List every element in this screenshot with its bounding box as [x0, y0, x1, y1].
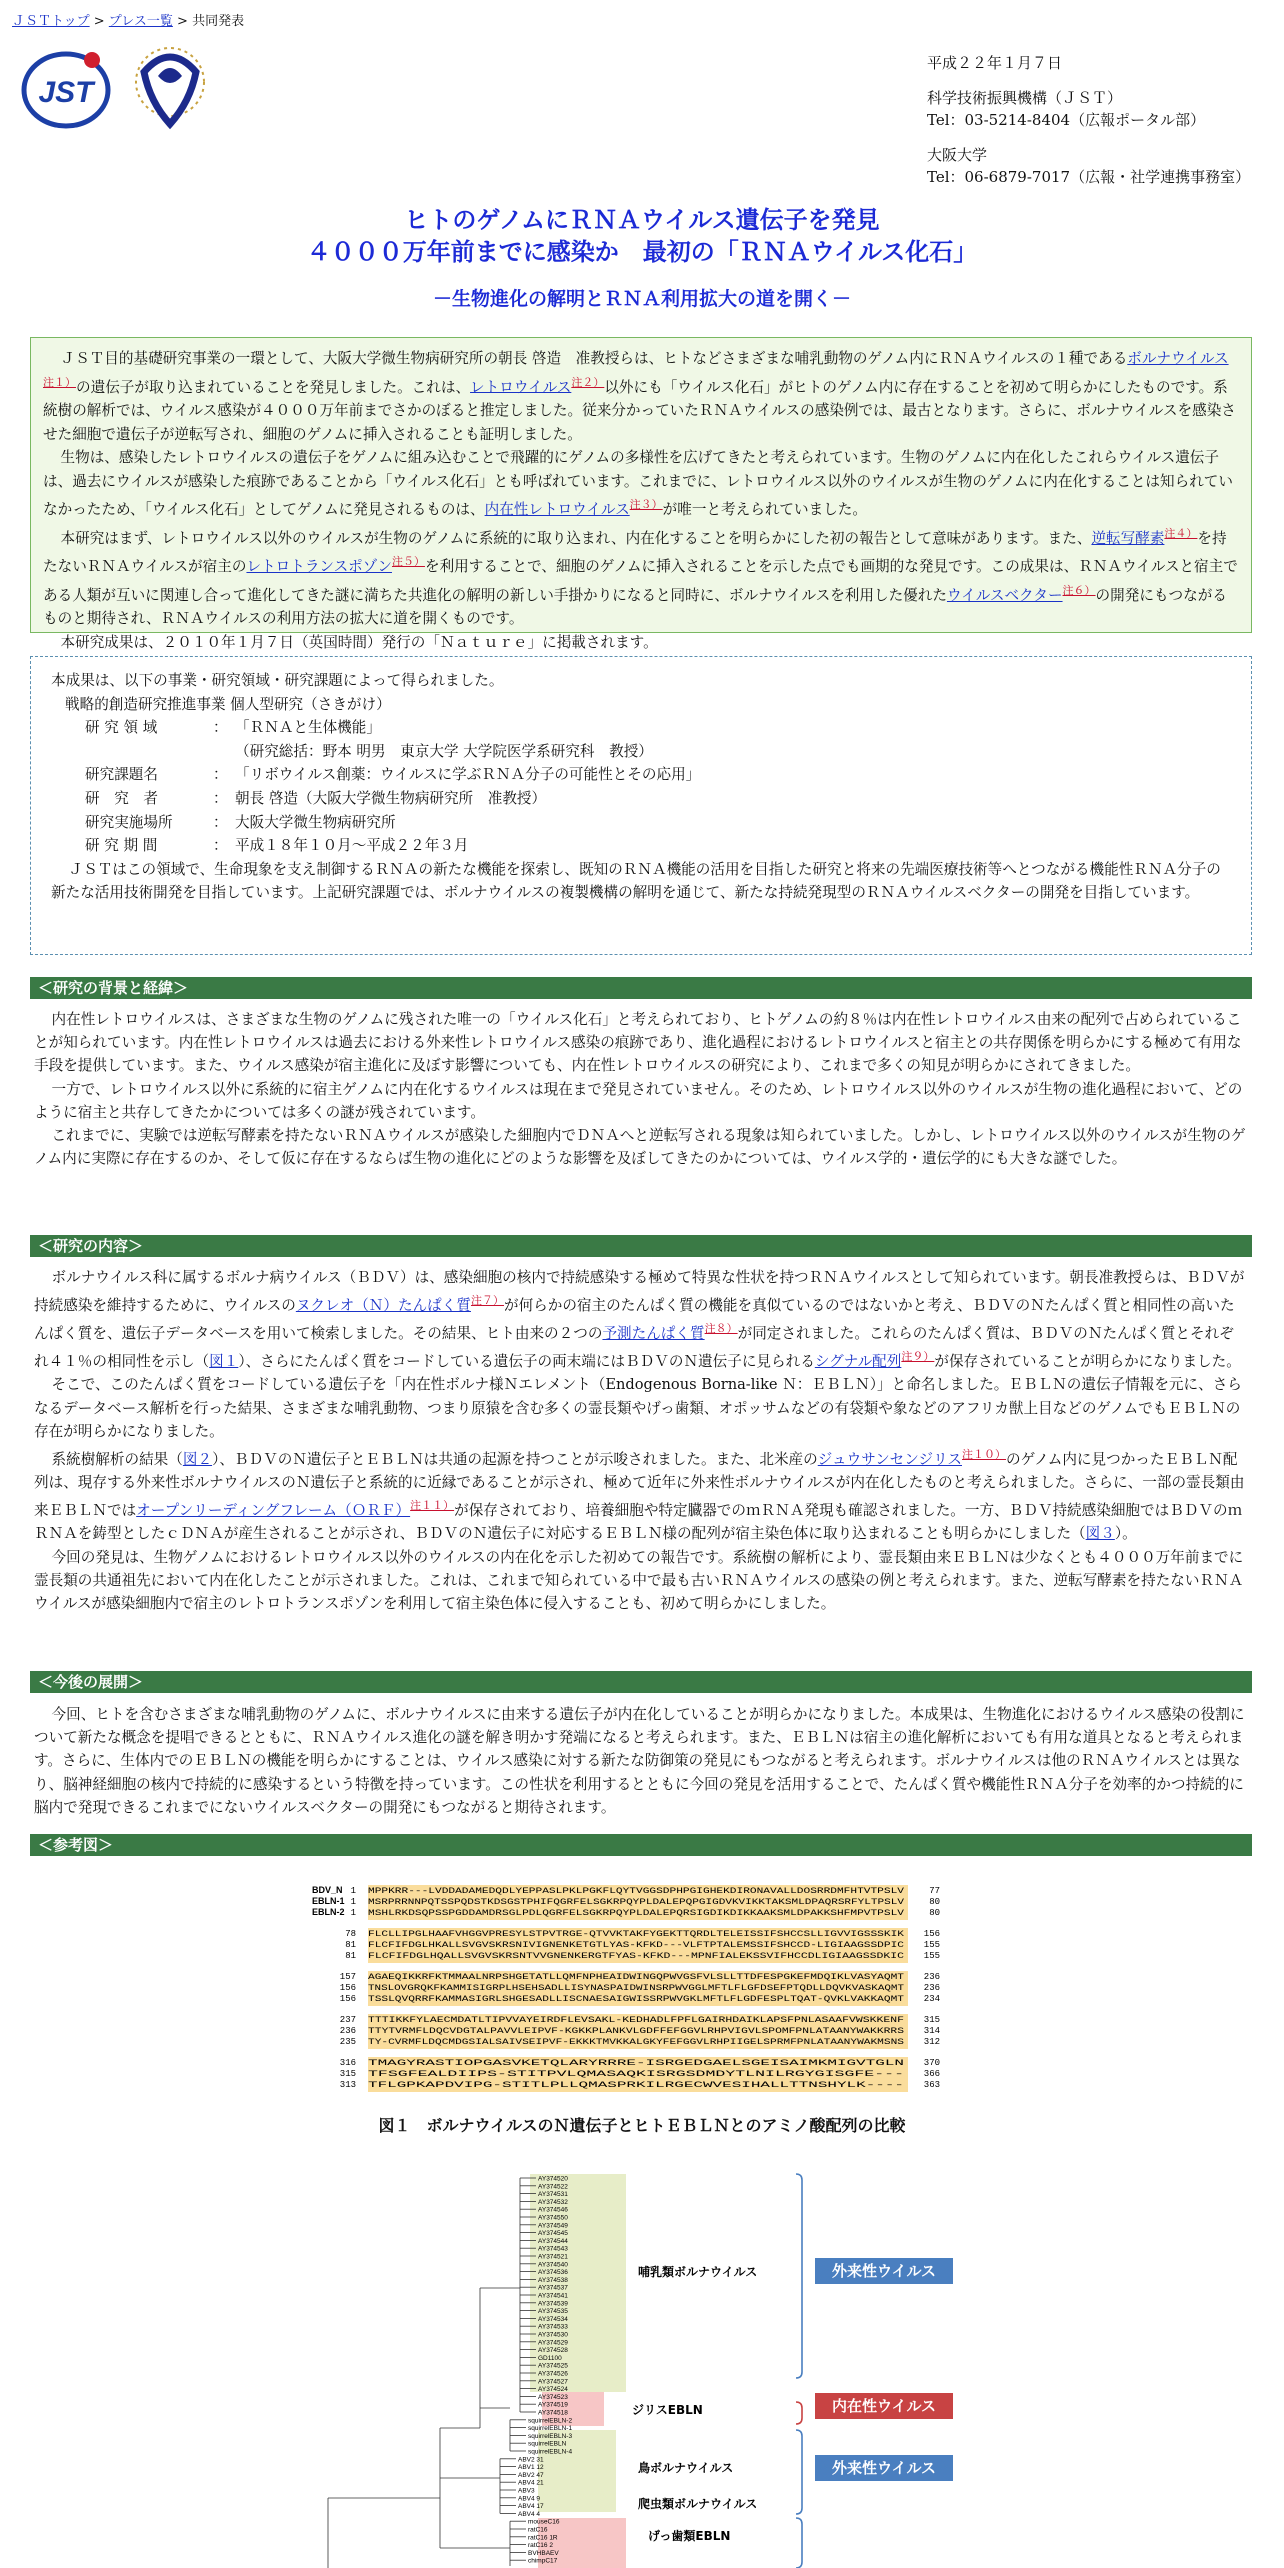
clade-label: 哺乳類ボルナウイルス: [638, 2265, 758, 2279]
sequence-start: 315: [339, 2069, 356, 2079]
sequence-residues: TTYTVRMFLDQCVDGTALPAVVLEIPVF-KGKKPLANKVLGDFFEFGGVLRHPVIGVLSPOMFPNLATAANYWAKKRRS: [368, 2026, 904, 2036]
sequence-end: 234: [923, 1994, 940, 2004]
text: が唯一と考えられていました。: [662, 501, 867, 519]
tree-leaf-label: ABV2 47: [518, 2471, 544, 2479]
text: ）。: [1114, 1525, 1137, 1543]
text: が保存されていることが明らかになりました。: [934, 1353, 1241, 1371]
info-value: （研究総括：野本 明男 東京大学 大学院医学系研究科 教授）: [235, 742, 653, 760]
info-key: 研 究 領 域: [85, 719, 158, 737]
clade-label: 爬虫類ボルナウイルス: [638, 2497, 758, 2511]
sequence-start: 81: [345, 1951, 356, 1961]
info-colon: [213, 740, 235, 764]
sequence-end: 236: [923, 1972, 940, 1982]
info-colon: ：: [213, 789, 228, 807]
logos: [20, 42, 230, 138]
clade-bracket: [796, 2174, 802, 2378]
retrovirus-link[interactable]: レトロウイルス: [470, 378, 572, 396]
tree-leaf-label: chimpC17: [528, 2557, 558, 2565]
svg-text:JST: JST: [38, 76, 94, 109]
sequence-end: 314: [923, 2026, 940, 2036]
note-10-link[interactable]: 注１０）: [962, 1448, 1006, 1461]
info-value: 「リボウイルス創薬：ウイルスに学ぶＲＮＡ分子の可能性とその応用」: [235, 766, 701, 784]
sequence-residues: TSSLQVQRRFKAMMASIGRLSHGESADLLISCNAESAIGWISSRPWVGKLMFTLFLGDFESPLTQAT-QVKLVAKKAQMT: [368, 1994, 904, 2004]
sequence-start: 1: [350, 1908, 356, 1918]
sequence-end: 155: [923, 1940, 940, 1950]
tree-leaf-label: ABV1 12: [518, 2464, 544, 2472]
sequence-start: 316: [339, 2058, 356, 2068]
sequence-end: 312: [923, 2037, 940, 2047]
tree-leaf-label: AY374522: [538, 2183, 568, 2191]
tree-leaf-label: AY374536: [538, 2269, 568, 2277]
figure-1-alignment: [312, 1883, 972, 2093]
note-5-link[interactable]: 注５）: [391, 555, 425, 569]
jst-logo: [24, 52, 108, 126]
tree-leaf-label: AY374541: [538, 2292, 568, 2300]
breadcrumb-separator: >: [89, 14, 109, 29]
sequence-end: 80: [929, 1908, 940, 1918]
sequence-residues: TTTIKKFYLAECMDATLTIPVVAYEIRDFLEVSAKL-KEDHADLFPFLGAIRHDAIKLAPSFPNLASAAFVWSKKENF: [368, 2015, 904, 2025]
breadcrumb-press-link[interactable]: プレス一覧: [108, 14, 173, 29]
tree-leaf-label: AY374524: [538, 2386, 568, 2394]
tree-leaf-label: ABV4 9: [518, 2495, 541, 2503]
info-colon: ：: [213, 837, 228, 855]
sequence-end: 77: [929, 1886, 940, 1896]
note-4-link[interactable]: 注４）: [1164, 526, 1198, 540]
text: 生物は、感染したレトロウイルスの遺伝子をゲノムに組み込むことで飛躍的にゲノムの多様性を広げてきたと考えられています。生物のゲノムに内在化したこれらウイルス遺伝子は、過去にウイルスが感染した痕跡であることから「ウイルス化石」とも呼ばれています。これまでに、レトロウイルス以外のウイルスが生物のゲノムに内在化することは知られていなかったため、「ウイルス化石」としてゲノムに発見されるものは、: [43, 449, 1233, 519]
tree-leaf-label: ratC16 1R: [528, 2534, 558, 2542]
tree-leaf-label: ABV4 4: [518, 2510, 541, 2518]
tree-leaf-label: ABV2 31: [518, 2456, 544, 2464]
nucleoprotein-link[interactable]: ヌクレオ（Ｎ）たんぱく質: [295, 1297, 471, 1315]
tree-leaf-label: AY374527: [538, 2378, 568, 2386]
clade-bracket: [796, 2518, 802, 2568]
info-key: [51, 740, 213, 764]
sequence-residues: MSHLRKDSQPSSPGDDAMDRSGLPDLQGRFELSGKRPQYPLDALEPQRSIGDIKDIKKAAKSMLDPAKKSHFMPVTPSLV: [368, 1908, 906, 1918]
text: が何らかの宿主のたんぱく質の機能を真似ているのではないかと考え、ＢＤＶのＮたんぱく質と相同性の高いたんぱく質を、遺伝子データベースを用いて検索しました。その結果、ヒト由来の２つの: [34, 1297, 1235, 1343]
figure-3-link[interactable]: 図３: [1085, 1525, 1115, 1543]
text: が保存されており、培養細胞や特定臓器でのｍＲＮＡ発現も確認されました。一方、ＢＤＶ持続感染細胞ではＢＤＶのｍＲＮＡを鋳型としたｃＤＮＡが産生されることが示され、ＢＤＶのＮ遺伝子に対応するＥＢＬＮ様の配列が宿主染色体に取り込まれることも明らかにしました（: [34, 1502, 1243, 1543]
tree-leaf-label: AY374525: [538, 2362, 568, 2370]
sequence-residues: FLCFIFDGLHQALLSVGVSKRSNTVVGNENKERGTFYAS-KFKD---MPNFIALEKSSVIFHCCDLIGIAAGSSDKIC: [368, 1951, 904, 1961]
note-6-link[interactable]: 注６）: [1062, 583, 1096, 597]
text: ＪＳＴ目的基礎研究事業の一環として、大阪大学微生物病研究所の朝長 啓造 准教授らは、ヒトなどさまざまな哺乳動物のゲノム内にＲＮＡウイルスの１種である: [60, 350, 1128, 367]
info-outro: ＪＳＴはこの領域で、生命現象を支え制御するＲＮＡの新たな機能を探索し、既知のＲＮＡ機能の活用を目指した研究と将来の先端医療技術等へとつながる機能性ＲＮＡ分子の新たな活用技術開発を目指しています。上記研究課題では、ボルナウイルスの複製機構の解明を通じて、新たな持続発現型のＲＮＡウイルスベクターの開発を目指しています。: [51, 860, 1221, 902]
tree-leaf-label: AY374518: [538, 2409, 568, 2417]
info-row: [51, 811, 1231, 835]
tree-leaf-label: AY374526: [538, 2370, 568, 2378]
info-value: 大阪大学微生物病研究所: [235, 813, 396, 831]
info-value: 平成１８年１０月～平成２２年３月: [235, 837, 469, 855]
tree-leaf-label: AY374535: [538, 2308, 568, 2316]
sequence-residues: FLCLLIPGLHAAFVHGGVPRESYLSTPVTRGE-QTVVKTAKFYGEKTTQRDLTELEISSIFSHCCSLLIGVVIGSSSKIK: [368, 1929, 906, 1939]
text: 本研究はまず、レトロウイルス以外のウイルスが生物のゲノムに系統的に取り込まれ、内在化することを明らかにした初の報告として意味があります。また、: [60, 529, 1092, 547]
paragraph: そこで、このたんぱく質をコードしている遺伝子を「内在性ボルナ様Ｎエレメント（Endogenous Borna-like Ｎ：ＥＢＬＮ）」と命名しました。ＥＢＬＮの遺伝子情報を元に、さらなるデータベース解析を行った結果、さまざまな哺乳動物、つまり原猿を含む多くの霊長類やげっ歯類、オポッサムなどの有袋類や象などのアフリカ獣上目などのゲノムでもＥＢＬＮの存在が明らかになりました。: [34, 1376, 1242, 1440]
sequence-end: 236: [923, 1983, 940, 1993]
note-8-link[interactable]: 注８）: [704, 1322, 738, 1336]
sequence-start: 236: [339, 2026, 356, 2036]
sequence-end: 80: [929, 1897, 940, 1907]
paragraph: [34, 1266, 1248, 1373]
sequence-end: 366: [923, 2069, 940, 2079]
sequence-start: 1: [350, 1897, 356, 1907]
tree-leaf-label: AY374530: [538, 2331, 568, 2339]
text: のゲノム内に見つかったＥＢＬＮ配列は、現存する外来性ボルナウイルスのＮ遺伝子と系統的に近縁であることが示され、極めて近年に外来性ボルナウイルスが内在化したものと考えられました。さらに、一部の霊長類由来ＥＢＬＮでは: [34, 1450, 1245, 1520]
tree-leaf-label: AY374520: [538, 2175, 568, 2183]
info-row: [51, 740, 1231, 764]
note-9-link[interactable]: 注９）: [901, 1350, 935, 1364]
note-3-link[interactable]: 注３）: [629, 498, 663, 512]
info-row: [51, 834, 1231, 858]
info-key: 研究課題名: [85, 766, 158, 784]
sequence-start: 156: [339, 1983, 356, 1993]
borna-virus-link[interactable]: ボルナウイルス: [1127, 350, 1229, 367]
tree-leaf-label: AY374532: [538, 2198, 568, 2206]
clade-label: 鳥ボルナウイルス: [638, 2461, 734, 2475]
headline-line-1: ヒトのゲノムにＲＮＡウイルス遺伝子を発見: [404, 205, 880, 234]
tree-leaf-label: AY374543: [538, 2245, 568, 2253]
tree-leaf-label: AY374544: [538, 2237, 568, 2245]
sequence-end: 315: [923, 2015, 940, 2025]
info-colon: ：: [213, 766, 228, 784]
info-key: 研 究 期 間: [85, 837, 158, 855]
text: を利用することで、細胞のゲノムに挿入されることを示した点でも画期的な発見です。この成果は、ＲＮＡウイルスと宿主である人類が互いに関連し合って進化してきた謎に満ちた共進化の解明の新しい手掛かりになると同時に、ボルナウイルスを利用した優れた: [43, 558, 1238, 604]
summary-paragraph: 本研究成果は、２０１０年１月７日（英国時間）発行の「Ｎａｔｕｒｅ」に掲載されます。: [60, 633, 658, 651]
note-1-link[interactable]: 注１）: [43, 375, 76, 389]
tree-leaf-label: AY374540: [538, 2261, 568, 2269]
info-colon: ：: [213, 813, 228, 831]
sequence-start: 1: [350, 1886, 356, 1896]
reverse-transcriptase-link[interactable]: 逆転写酵素: [1091, 529, 1165, 547]
sequence-name: EBLN-2: [312, 1907, 345, 1917]
orf-link[interactable]: オープンリーディングフレーム（ＯＲＦ）: [136, 1502, 411, 1520]
tree-leaf-label: GD1100: [538, 2354, 562, 2362]
sequence-residues: TMAGYRASTIOPGASVKETQLARYRRRE-ISRGEDGAELSGEISAIMKMIGVTGLN: [368, 2058, 904, 2068]
breadcrumb-separator: >: [172, 14, 193, 29]
tel-jst: Tel：03-5214-8404（広報ポータル部）: [927, 111, 1206, 129]
text: を持たないＲＮＡウイルスが宿主の: [43, 529, 1227, 576]
sequence-residues: TFSGFEALDIIPS-STITPVLQMASAQKISRGSDMDYTLNILRGYGISGFE---: [368, 2069, 904, 2079]
tree-leaf-label: AY374549: [538, 2222, 568, 2230]
paragraph: 今回、ヒトを含むさまざまな哺乳動物のゲノムに、ボルナウイルスに由来する遺伝子が内在化していることが明らかになりました。本成果は、生物進化におけるウイルス感染の役割について新たな概念を提唱できるとともに、ＲＮＡウイルス進化の謎を解き明かす発端になると考えられます。また、ＥＢＬＮは宿主の進化解析においても有用な道具となると考えられます。さらに、生体内でのＥＢＬＮの機能を明らかにすることは、ウイルス感染に対する新たな防御策の発見にもつながると考えられます。ボルナウイルスは他のＲＮＡウイルスとは異なり、脳神経細胞の核内で持続的に感染するという特徴を持っています。この性状を利用するとともに今回の発見を活用することで、たんぱく質や機能性ＲＮＡ分子を効率的かつ持続的に脳内で発現できるこれまでにないウイルスベクターの開発にもつながると期待されます。: [34, 1706, 1245, 1816]
section-header-future: ＜今後の展開＞: [30, 1671, 1252, 1693]
future-body: [34, 1703, 1248, 1819]
background-body: [34, 1008, 1248, 1170]
tree-leaf-label: AY374537: [538, 2284, 568, 2292]
tag-exogenous-2: 外来性ウイルス: [815, 2455, 953, 2481]
tree-leaf-label: ratC16 2: [528, 2542, 553, 2550]
sequence-name: BDV_N: [312, 1885, 343, 1895]
org-jst: 科学技術振興機構（ＪＳＴ）: [927, 89, 1123, 107]
tree-leaf-label: AY374528: [538, 2347, 568, 2355]
sequence-residues: AGAEQIKKRFKTMMAALNRPSHGETATLLQMFNPHEAIDWINGQPWVGSFVLSLLTTDFESPGKEFMDQIKLVASYAQMT: [368, 1972, 904, 1982]
clade-bracket: [796, 2430, 802, 2514]
info-colon: ：: [213, 719, 228, 737]
tree-leaf-label: BVHBAEV: [528, 2549, 559, 2557]
sequence-end: 155: [923, 1951, 940, 1961]
tree-leaf-label: squirrelEBLN-1: [528, 2425, 573, 2433]
text: の遺伝子が取り込まれていることを発見しました。これは、: [76, 378, 471, 396]
sequence-end: 370: [923, 2058, 940, 2068]
info-row: [51, 716, 1231, 740]
clade-label: げっ歯類EBLN: [648, 2529, 731, 2543]
text: の開発にもつながるものと期待され、ＲＮＡウイルスの利用方法の拡大に道を開くものです。: [43, 586, 1227, 628]
summary-box: [30, 337, 1252, 651]
figure-1-caption: 図１ ボルナウイルスのＮ遺伝子とヒトＥＢＬＮとのアミノ酸配列の比較: [378, 2116, 906, 2135]
note-11-link[interactable]: 注１１）: [410, 1499, 455, 1513]
clade-bracket: [796, 2402, 802, 2424]
ground-squirrel-link[interactable]: ジュウサンセンジリス: [817, 1450, 962, 1468]
summary-paragraph: [43, 446, 1239, 522]
sequence-start: 157: [339, 1972, 356, 1982]
endogenous-retrovirus-link[interactable]: 内在性レトロウイルス: [484, 501, 630, 519]
clade-label: ジリスEBLN: [632, 2403, 703, 2417]
tree-leaf-label: AY374529: [538, 2339, 568, 2347]
headline-line-2: ４０００万年前までに感染か 最初の「ＲＮＡウイルス化石」: [306, 237, 978, 266]
tree-leaf-label: AY374545: [538, 2230, 568, 2238]
text: ボルナウイルス科に属するボルナ病ウイルス（ＢＤＶ）は、感染細胞の核内で持続感染する極めて特異な性状を持つＲＮＡウイルスとして知られています。朝長准教授らは、ＢＤＶが持続感染を維持するために、ウイルスの: [34, 1269, 1245, 1315]
tree-leaf-label: AY374534: [538, 2315, 568, 2323]
sequence-start: 235: [339, 2037, 356, 2047]
info-value: 朝長 啓造（大阪大学微生物病研究所 准教授）: [235, 789, 547, 807]
note-7-link[interactable]: 注７）: [470, 1294, 504, 1308]
sequence-name: EBLN-1: [312, 1896, 345, 1906]
sequence-start: 81: [345, 1940, 356, 1950]
sequence-start: 313: [339, 2080, 356, 2090]
tree-leaf-label: ABV3: [518, 2487, 535, 2495]
tree-leaf-label: ABV4 17: [518, 2503, 544, 2511]
signal-sequence-link[interactable]: シグナル配列: [814, 1353, 902, 1371]
sequence-start: 156: [339, 1994, 356, 2004]
paragraph: これまでに、実験では逆転写酵素を持たないＲＮＡウイルスが感染した細胞内でＤＮＡへと逆転写される現象は知られていました。しかし、レトロウイルス以外のウイルスが生物のゲノム内に実際に存在するのか、そして仮に存在するならば生物の進化にどのような影響を及ぼしてきたのかについては、ウイルス学的・遺伝学的にも大きな謎でした。: [34, 1127, 1246, 1168]
figure-2-phylogenetic-tree: [320, 2168, 1000, 2568]
summary-paragraph: [43, 522, 1239, 631]
info-key: 研究実施場所: [85, 813, 173, 831]
info-row: [51, 763, 1231, 787]
sequence-residues: MSRPRRNNPQTSSPQDSTKDSGSTPHIFQGRFELSGKRPQYPLDALEPQPGIGDVKVIKKTAKSMLDPAQRSRFYLTPSLV: [368, 1897, 906, 1907]
info-row: [51, 787, 1231, 811]
retrotransposon-link[interactable]: レトロトランスポゾン: [246, 558, 392, 576]
org-osaka: 大阪大学: [927, 146, 988, 164]
funding-info-box: [30, 656, 1252, 955]
tree-leaf-label: AY374550: [538, 2214, 568, 2222]
sequence-start: 78: [345, 1929, 356, 1939]
sequence-residues: TFLGPKAPDVIPG-STITLPLLQMASPRKILRGECWVESIHALLTTNSHYLK----: [368, 2080, 904, 2090]
paragraph: 今回の発見は、生物ゲノムにおけるレトロウイルス以外のウイルスの内在化を示した初めての報告です。系統樹の解析により、霊長類由来ＥＢＬＮは少なくとも４０００万年前までに霊長類の共通祖先において内在化したことが示されました。これは、これまで知られている中で最も古いＲＮＡウイルスの感染の例と考えられます。また、逆転写酵素を持たないＲＮＡウイルスが感染細胞内で宿主のレトロトランスポゾンを利用して宿主染色体に侵入することも、初めて明らかにしました。: [34, 1548, 1244, 1612]
text: ）、さらにたんぱく質をコードしている遺伝子の両末端にはＢＤＶのＮ遺伝子に見られる: [238, 1353, 815, 1371]
tree-leaf-label: squirrelEBLN-2: [528, 2417, 573, 2425]
info-rows: [51, 716, 1231, 858]
virus-vector-link[interactable]: ウイルスベクター: [946, 586, 1063, 604]
figure-1-link[interactable]: 図１: [209, 1353, 239, 1371]
text: 系統樹解析の結果（: [51, 1450, 183, 1468]
sequence-end: 156: [923, 1929, 940, 1939]
tree-leaf-label: ratC16: [528, 2526, 548, 2534]
tree-leaf-label: AY374533: [538, 2323, 568, 2331]
paragraph: 一方で、レトロウイルス以外に系統的に宿主ゲノムに内在化するウイルスは現在まで発見されていません。そのため、レトロウイルス以外のウイルスが生物の進化過程において、どのように宿主と共存してきたかについては多くの謎が残されています。: [34, 1080, 1243, 1121]
sequence-end: 363: [923, 2080, 940, 2090]
info-program: 戦略的創造研究推進事業 個人型研究（さきがけ）: [65, 695, 391, 713]
figure-2-link[interactable]: 図２: [182, 1450, 213, 1468]
paragraph: [34, 1443, 1248, 1546]
tree-leaf-label: AY374531: [538, 2191, 568, 2199]
tree-leaf-label: squirrelEBLN-3: [528, 2432, 573, 2440]
section-header-background: ＜研究の背景と経緯＞: [30, 977, 1252, 999]
sequence-residues: TNSLOVGRQKFKAMMISIGRPLHSEHSADLLISYNASPAIDWINSRPWVGGLMFTLFLGFDSEFPTQDLLDQVKVASKAQMT: [368, 1983, 904, 1993]
info-value: 「ＲＮＡと生体機能」: [235, 719, 381, 737]
release-date: 平成２２年１月７日: [927, 54, 1063, 72]
tree-leaf-label: AY374521: [538, 2253, 568, 2261]
tree-leaf-label: squirrelEBLN: [528, 2440, 567, 2448]
tree-leaf-label: AY374538: [538, 2276, 568, 2284]
tree-leaf-label: AY374519: [538, 2401, 568, 2409]
breadcrumb: [12, 10, 244, 29]
paragraph: 内在性レトロウイルスは、さまざまな生物のゲノムに残された唯一の「ウイルス化石」と考えられており、ヒトゲノムの約８％は内在性レトロウイルス由来の配列で占められていることが知られています。内在性レトロウイルスは過去における外来性レトロウイルス感染の痕跡であり、進化過程におけるレトロウイルスと宿主との共存関係を明らかにする極めて有用な手段を提供しています。また、ウイルス感染が宿主進化に及ぼす影響についても、内在性レトロウイルスの研究により、これまで多くの知見が明らかにされてきました。: [34, 1011, 1242, 1075]
tree-leaf-label: ABV4 21: [518, 2479, 544, 2487]
content-body: [34, 1266, 1248, 1615]
osaka-university-seal: [136, 48, 204, 124]
tree-leaf-label: AY374546: [538, 2206, 568, 2214]
sequence-residues: FLCFIFDGLHKALLSVGVSKRSNIVIGNENKETGTLYAS-KFKD---VLFTPTALEMSSIFSHCCD-LIGIAAGSSDPIC: [368, 1940, 904, 1950]
contact-info: [927, 52, 1250, 188]
summary-paragraph: [43, 347, 1239, 446]
tree-leaf-label: squirrelEBLN-4: [528, 2448, 573, 2456]
breadcrumb-current: 共同発表: [192, 14, 245, 29]
headline-subtitle: －生物進化の解明とＲＮＡ利用拡大の道を開く－: [432, 288, 851, 310]
text: ）、ＢＤＶのＮ遺伝子とＥＢＬＮは共通の起源を持つことが示唆されました。また、北米産の: [212, 1450, 818, 1468]
sequence-start: 237: [339, 2015, 356, 2025]
text: 以外にも「ウイルス化石」がヒトのゲノム内に存在することを初めて明らかにしたものです。系統樹の解析では、ウイルス感染が４０００万年前までさかのぼると推定しました。従来分かっていたＲＮＡウイルスの感染例では、最古となります。さらに、ボルナウイルスを感染させた細胞で遺伝子が逆転写され、細胞のゲノムに挿入されることも証明しました。: [43, 378, 1236, 443]
text: が同定されました。これらのたんぱく質は、ＢＤＶのＮたんぱく質とそれぞれ４１％の相同性を示し（: [34, 1325, 1234, 1371]
tree-leaf-label: AY374539: [538, 2300, 568, 2308]
predicted-protein-link[interactable]: 予測たんぱく質: [602, 1325, 705, 1343]
breadcrumb-home-link[interactable]: ＪＳＴトップ: [12, 14, 90, 29]
info-key: 研 究 者: [85, 789, 158, 807]
sequence-residues: TY-CVRMFLDQCMDGSIALSAIVSEIPVF-EKKKTMVKKALGKYFEFGGVLRHPIIGELSPRMFPNLATAANYWAKMSNS: [368, 2037, 904, 2047]
tel-osaka: Tel：06-6879-7017（広報・社学連携事務室）: [927, 168, 1251, 186]
sequence-residues: MPPKRR---LVDDADAMEDQDLYEPPASLPKLPGKFLQYTVGGSDPHPGIGHEKDIRONAVALLDOSRRDMFHTVTPSLV: [368, 1886, 906, 1896]
section-header-content: ＜研究の内容＞: [30, 1235, 1252, 1257]
tree-leaf-label: mouseC16: [528, 2518, 560, 2526]
tag-endogenous: 内在性ウイルス: [815, 2393, 953, 2419]
tag-exogenous-1: 外来性ウイルス: [815, 2258, 953, 2284]
info-intro: 本成果は、以下の事業・研究領域・研究課題によって得られました。: [51, 672, 504, 689]
tree-leaf-label: AY374523: [538, 2393, 568, 2401]
section-header-figures: ＜参考図＞: [30, 1834, 1252, 1856]
note-2-link[interactable]: 注２）: [571, 375, 605, 389]
